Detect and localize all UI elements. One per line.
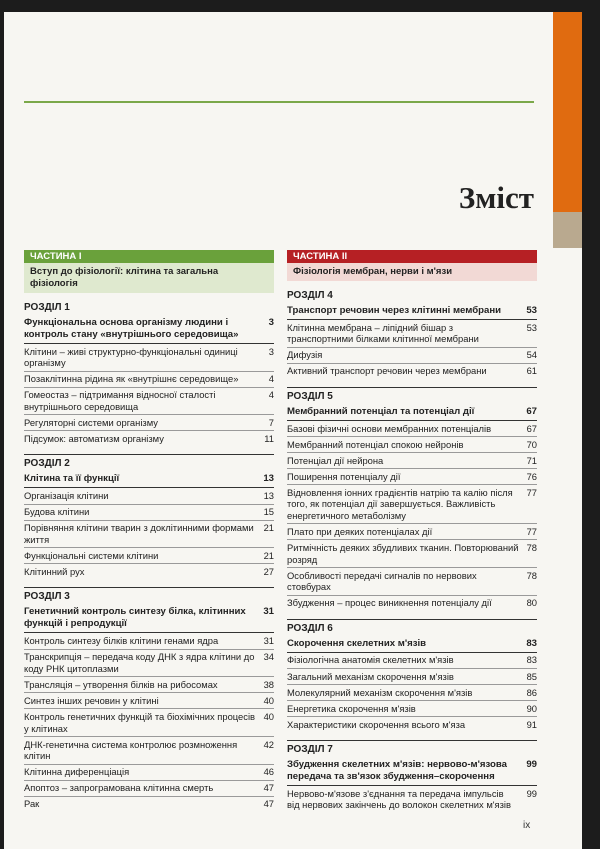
toc-entry[interactable] bbox=[287, 568, 537, 596]
entry-page: 71 bbox=[526, 454, 537, 466]
toc-entry[interactable] bbox=[24, 564, 274, 579]
entry-page: 38 bbox=[263, 678, 274, 690]
section-label: РОЗДІЛ 7 bbox=[287, 740, 537, 755]
entry-title: Характеристики скорочення всього м'яза bbox=[287, 718, 466, 730]
entry-page: 4 bbox=[268, 373, 274, 385]
entry-title: Нервово-м'язове з'єднання та передача імпульсів від нервових закінчень до волокон скелетних м'язів bbox=[287, 787, 511, 811]
entry-page: 21 bbox=[263, 550, 274, 562]
toc-entry[interactable] bbox=[287, 685, 537, 701]
entry-title: Дифузія bbox=[287, 349, 323, 361]
toc-entry[interactable] bbox=[287, 469, 537, 485]
section-page: 99 bbox=[526, 759, 537, 771]
entry-page: 40 bbox=[263, 711, 274, 723]
entry-title: Позаклітинна рідина як «внутрішнє середовище» bbox=[24, 373, 239, 385]
section-page: 31 bbox=[263, 606, 274, 618]
entry-page: 80 bbox=[526, 597, 537, 609]
toc-entry[interactable] bbox=[24, 505, 274, 521]
toc-entry[interactable] bbox=[287, 717, 537, 732]
entry-title: Відновлення іонних градієнтів натрію та калію після того, як потенціал дії завершується. Важливість енергетичного метаболізму bbox=[287, 486, 513, 521]
book-page bbox=[4, 12, 582, 849]
entry-page: 7 bbox=[268, 417, 274, 429]
entry-page: 11 bbox=[264, 433, 274, 445]
entry-title: Молекулярний механізм скорочення м'язів bbox=[287, 686, 473, 698]
section-heading[interactable] bbox=[287, 404, 537, 421]
toc-entry[interactable] bbox=[24, 388, 274, 416]
entry-title: Організація клітини bbox=[24, 490, 109, 502]
entry-page: 76 bbox=[526, 470, 537, 482]
toc-entry[interactable] bbox=[24, 650, 274, 678]
header-rule bbox=[24, 101, 534, 103]
entry-title: Гомеостаз – підтримання відносної сталості внутрішнього середовища bbox=[24, 389, 216, 412]
toc-entry[interactable] bbox=[24, 521, 274, 549]
entry-title: Ритмічність деяких збудливих тканин. Повторюваний розряд bbox=[287, 542, 519, 565]
entry-title: Активний транспорт речовин через мембрани bbox=[287, 365, 487, 377]
entry-page: 83 bbox=[526, 654, 537, 666]
entry-page: 46 bbox=[263, 766, 274, 778]
toc-entry[interactable] bbox=[287, 596, 537, 611]
toc-entry[interactable] bbox=[24, 372, 274, 388]
toc-entry[interactable] bbox=[24, 781, 274, 797]
section-page: 3 bbox=[268, 317, 274, 328]
section-title: Збудження скелетних м'язів: нервово-м'язова передача та зв'язок збудження–скорочення bbox=[287, 759, 507, 783]
section-heading[interactable] bbox=[24, 471, 274, 488]
entry-title: Особливості передачі сигналів по нервових стовбурах bbox=[287, 569, 477, 593]
entry-title: Контроль генетичних функцій та біохімічних процесів у клітинах bbox=[24, 711, 256, 734]
toc-entry[interactable] bbox=[287, 421, 537, 437]
section-heading[interactable] bbox=[287, 757, 537, 786]
entry-title: Клітини – живі структурно-функціональні одиниці організму bbox=[24, 345, 238, 369]
entry-title: Плато при деяких потенціалах дії bbox=[287, 526, 433, 538]
entry-title: Енергетика скорочення м'язів bbox=[287, 702, 416, 714]
section-label: РОЗДІЛ 5 bbox=[287, 387, 537, 402]
section-page: 53 bbox=[526, 305, 537, 316]
part-1-sections bbox=[24, 299, 274, 812]
toc-entry[interactable] bbox=[24, 737, 274, 765]
entry-title: Поширення потенціалу дії bbox=[287, 470, 401, 482]
section-label: РОЗДІЛ 3 bbox=[24, 587, 274, 602]
entry-title: Регуляторні системи організму bbox=[24, 417, 158, 429]
entry-page: 85 bbox=[526, 670, 537, 682]
toc-entry[interactable] bbox=[24, 693, 274, 709]
toc-entry[interactable] bbox=[24, 488, 274, 504]
toc-part-2 bbox=[287, 250, 537, 813]
section-label: РОЗДІЛ 4 bbox=[287, 290, 333, 301]
entry-title: Фізіологічна анатомія скелетних м'язів bbox=[287, 654, 454, 666]
entry-title: Будова клітини bbox=[24, 506, 90, 518]
entry-page: 54 bbox=[526, 349, 537, 361]
toc-entry[interactable] bbox=[24, 677, 274, 693]
entry-title: Клітинна мембрана – ліпідний бішар з транспортними білками клітинної мембрани bbox=[287, 321, 479, 345]
entry-page: 21 bbox=[263, 522, 274, 534]
toc-entry[interactable] bbox=[24, 415, 274, 431]
part-1-label: ЧАСТИНА I bbox=[24, 250, 274, 263]
toc-entry[interactable] bbox=[24, 797, 274, 812]
toc-entry[interactable] bbox=[287, 485, 537, 524]
entry-title: Трансляція – утворення білків на рибосомах bbox=[24, 678, 218, 690]
part-2-label: ЧАСТИНА II bbox=[287, 250, 537, 263]
toc-entry[interactable] bbox=[24, 633, 274, 649]
entry-title: Апоптоз – запрограмована клітинна смерть bbox=[24, 782, 214, 794]
toc-entry[interactable] bbox=[287, 669, 537, 685]
section-title: Транспорт речовин через клітинні мембрани bbox=[287, 305, 502, 316]
entry-page: 47 bbox=[263, 782, 274, 794]
toc-entry[interactable] bbox=[287, 653, 537, 669]
section-title: Функціональна основа організму людини і контроль стану «внутрішнього середовища» bbox=[24, 317, 239, 340]
toc-entry[interactable] bbox=[287, 348, 537, 364]
toc-entry[interactable] bbox=[24, 431, 274, 446]
section-heading[interactable] bbox=[24, 315, 274, 344]
entry-page: 91 bbox=[526, 718, 537, 730]
entry-page: 53 bbox=[526, 321, 537, 333]
section-page: 83 bbox=[526, 637, 537, 649]
toc-entry[interactable] bbox=[287, 524, 537, 540]
part-1-title: Вступ до фізіології: клітина та загальна фізіологія bbox=[24, 263, 274, 293]
entry-page: 78 bbox=[526, 569, 537, 581]
part-2-sections bbox=[287, 287, 537, 813]
entry-page: 77 bbox=[526, 526, 537, 538]
entry-title: Синтез інших речовин у клітині bbox=[24, 695, 159, 707]
entry-page: 42 bbox=[263, 738, 274, 750]
toc-entry[interactable] bbox=[287, 701, 537, 717]
toc-entry[interactable] bbox=[24, 548, 274, 564]
toc-part-1 bbox=[24, 250, 274, 812]
entry-page: 61 bbox=[526, 365, 537, 377]
entry-title: Клітинна диференціація bbox=[24, 766, 130, 778]
section-title: Клітина та її функції bbox=[24, 473, 120, 485]
toc-entry[interactable] bbox=[24, 344, 274, 372]
entry-title: Підсумок: автоматизм організму bbox=[24, 433, 164, 445]
entry-page: 70 bbox=[526, 438, 537, 450]
toc-entry[interactable] bbox=[287, 320, 537, 348]
entry-title: Збудження – процес виникнення потенціалу дії bbox=[287, 597, 492, 609]
entry-page: 27 bbox=[263, 566, 274, 578]
entry-page: 47 bbox=[263, 798, 274, 810]
section-page: 13 bbox=[263, 473, 274, 485]
page-number: ix bbox=[523, 820, 531, 831]
section-label: РОЗДІЛ 6 bbox=[287, 619, 537, 634]
entry-page: 78 bbox=[526, 542, 537, 554]
entry-page: 86 bbox=[526, 686, 537, 698]
entry-title: Контроль синтезу білків клітини генами ядра bbox=[24, 635, 219, 647]
section-label: РОЗДІЛ 1 bbox=[24, 302, 70, 313]
entry-title: ДНК-генетична система контролює розмноження клітин bbox=[24, 738, 238, 762]
section-title: Мембранний потенціал та потенціал дії bbox=[287, 405, 475, 417]
section-title: Генетичний контроль синтезу білка, клітинних функцій і репродукції bbox=[24, 606, 246, 630]
entry-title: Потенціал дії нейрона bbox=[287, 454, 384, 466]
toc-entry[interactable] bbox=[287, 453, 537, 469]
toc-entry[interactable] bbox=[287, 786, 537, 813]
entry-page: 31 bbox=[263, 635, 274, 647]
section-label: РОЗДІЛ 2 bbox=[24, 454, 274, 469]
section-heading[interactable] bbox=[287, 303, 537, 320]
entry-title: Рак bbox=[24, 798, 40, 810]
entry-page: 67 bbox=[526, 422, 537, 434]
toc-entry[interactable] bbox=[24, 765, 274, 781]
section-title: Скорочення скелетних м'язів bbox=[287, 637, 427, 649]
entry-page: 3 bbox=[268, 345, 274, 357]
entry-page: 15 bbox=[263, 506, 274, 518]
entry-page: 13 bbox=[263, 490, 274, 502]
section-heading[interactable] bbox=[24, 604, 274, 633]
entry-title: Клітинний рух bbox=[24, 566, 85, 578]
entry-page: 34 bbox=[263, 651, 274, 663]
entry-title: Порівняння клітини тварин з доклітинними формами життя bbox=[24, 522, 254, 545]
entry-page: 90 bbox=[526, 702, 537, 714]
entry-title: Базові фізичні основи мембранних потенціалів bbox=[287, 422, 492, 434]
entry-title: Транскрипція – передача коду ДНК з ядра клітини до коду РНК цитоплазми bbox=[24, 651, 255, 674]
entry-page: 40 bbox=[263, 695, 274, 707]
toc-entry[interactable] bbox=[287, 364, 537, 379]
toc-entry[interactable] bbox=[24, 709, 274, 737]
entry-title: Загальний механізм скорочення м'язів bbox=[287, 670, 454, 682]
entry-page: 4 bbox=[268, 389, 274, 401]
entry-page: 77 bbox=[526, 486, 537, 498]
toc-entry[interactable] bbox=[287, 437, 537, 453]
entry-title: Мембранний потенціал спокою нейронів bbox=[287, 438, 464, 450]
page-title: Зміст bbox=[458, 180, 534, 215]
section-heading[interactable] bbox=[287, 636, 537, 653]
toc-entry[interactable] bbox=[287, 540, 537, 568]
orange-edge-strip bbox=[553, 12, 582, 212]
entry-title: Функціональні системи клітини bbox=[24, 550, 159, 562]
entry-page: 99 bbox=[526, 787, 537, 799]
part-2-title: Фізіологія мембран, нерви і м'язи bbox=[287, 263, 537, 281]
section-page: 67 bbox=[526, 405, 537, 417]
